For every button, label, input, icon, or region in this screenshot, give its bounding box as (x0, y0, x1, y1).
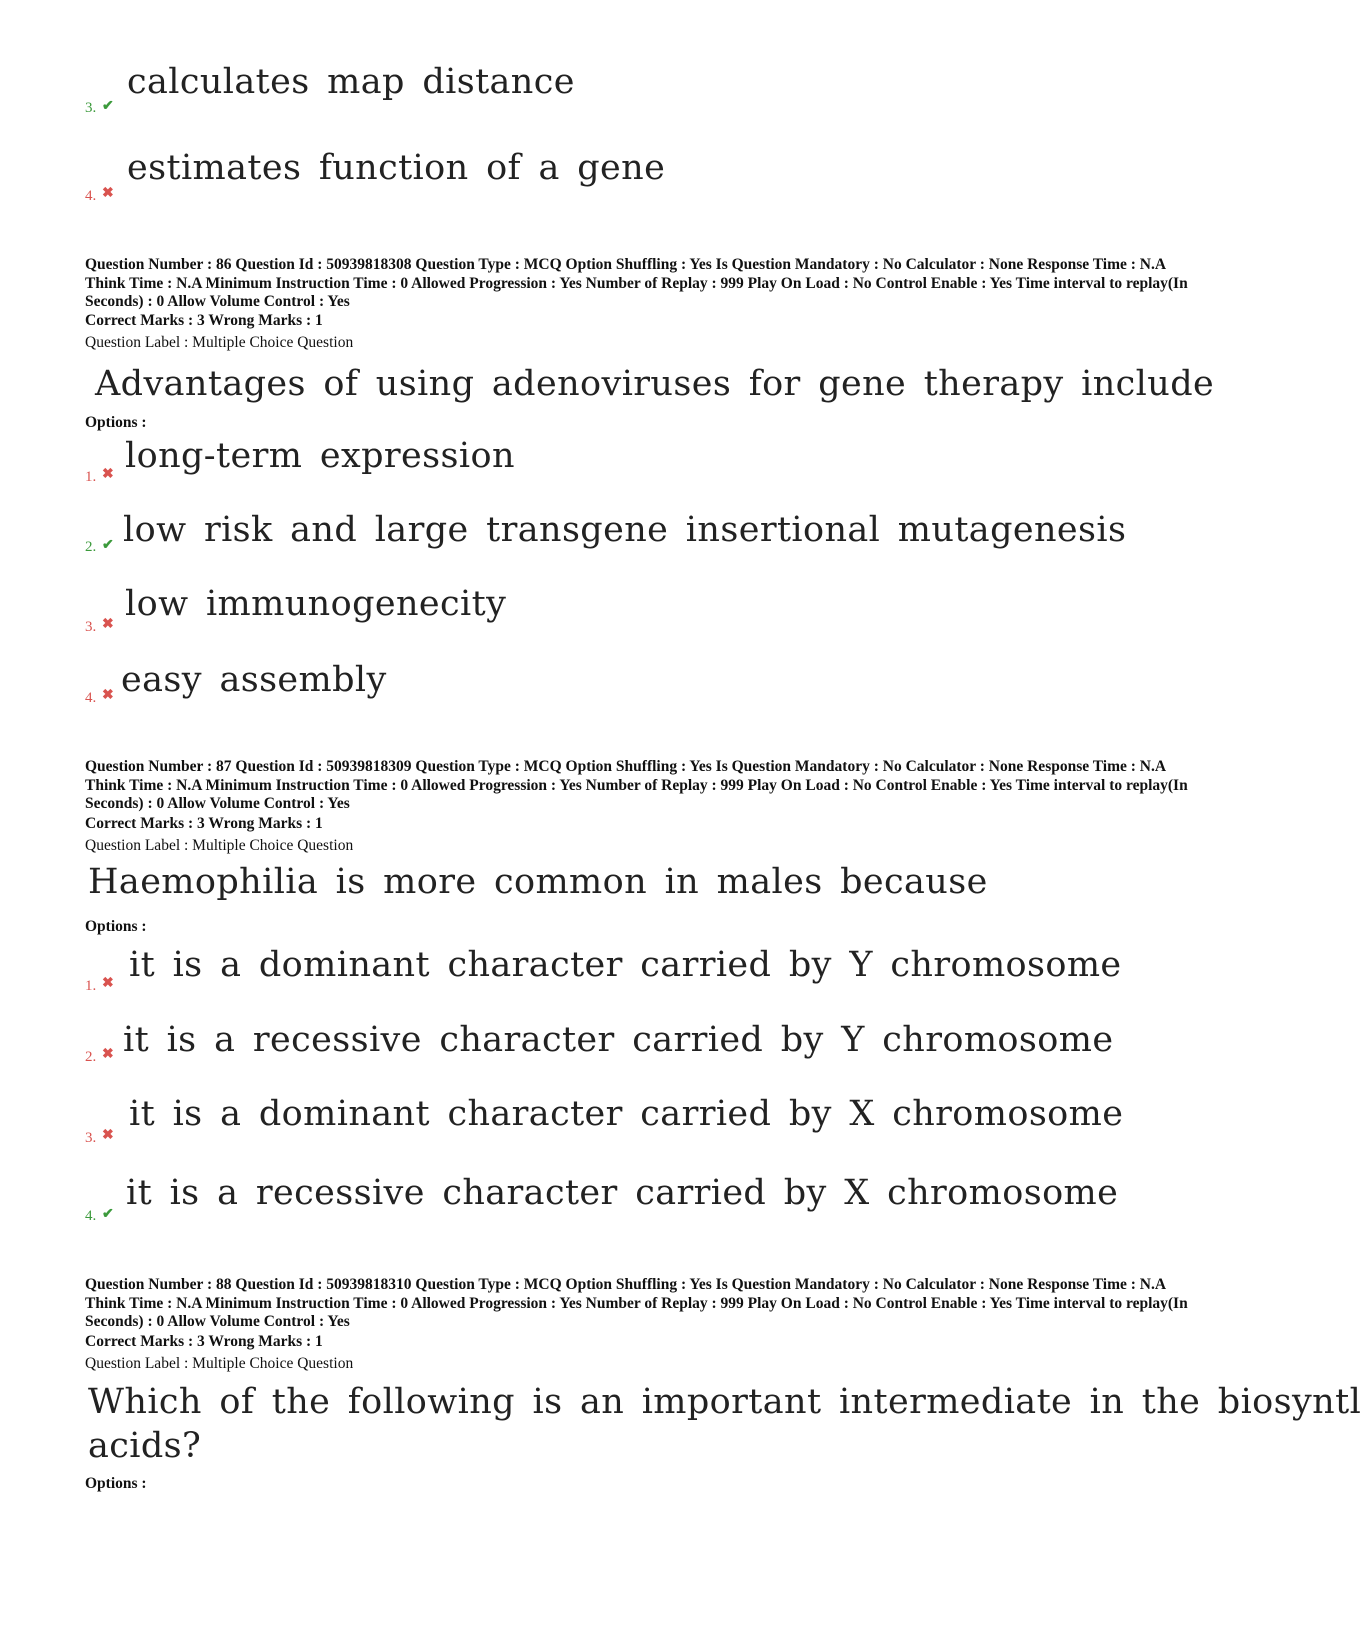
option-row (85, 1173, 1185, 1243)
wrong-cross-icon: ✖ (102, 1047, 114, 1062)
option-number: 2. (85, 1049, 97, 1065)
option-number: 1. (85, 978, 97, 994)
option-row (85, 660, 1185, 730)
question-meta: Question Number : 88 Question Id : 50939818310 Question Type : MCQ Option Shuffling : Yes Is Question Mandatory : No Calculator : None Response Time : N.A Think Time : N.A Minimum Instruction Time : 0 Allowed Progression : Yes Number of Replay : 999 Play On Load : No Control Enable : Yes Time interval to replay(In Seconds) : 0 Allow Volume Control : Yes (85, 1276, 1188, 1330)
wrong-cross-icon: ✖ (102, 617, 114, 632)
wrong-cross-icon: ✖ (102, 467, 114, 482)
option-number: 4. (85, 188, 97, 204)
option-number: 3. (85, 619, 97, 635)
question-stem: Haemophilia is more common in males because (88, 862, 988, 902)
question-label: Question Label : Multiple Choice Question (85, 334, 354, 351)
question-stem: Advantages of using adenoviruses for gene therapy include (95, 364, 1215, 404)
option-row (85, 510, 1185, 580)
option-row (85, 1020, 1185, 1090)
options-heading: Options : (85, 918, 147, 935)
option-row (85, 945, 1185, 1015)
option-text: it is a recessive character carried by X chromosome (126, 1173, 1119, 1213)
option-row (85, 148, 1185, 218)
wrong-cross-icon: ✖ (102, 186, 114, 201)
option-number: 3. (85, 100, 97, 116)
option-text: estimates function of a gene (127, 148, 666, 188)
question-label: Question Label : Multiple Choice Question (85, 837, 354, 854)
option-number: 1. (85, 469, 97, 485)
question-stem (88, 1380, 1361, 1468)
option-row (85, 1094, 1185, 1164)
option-text: long-term expression (125, 436, 515, 476)
correct-check-icon: ✔ (102, 538, 114, 553)
wrong-cross-icon: ✖ (102, 976, 114, 991)
question-marks: Correct Marks : 3 Wrong Marks : 1 (85, 1333, 323, 1350)
option-text: low immunogenecity (125, 584, 507, 624)
option-row (85, 436, 1185, 506)
options-heading: Options : (85, 1475, 147, 1492)
option-number: 4. (85, 690, 97, 706)
options-heading: Options : (85, 414, 147, 431)
option-number: 3. (85, 1130, 97, 1146)
option-row (85, 584, 1185, 654)
wrong-cross-icon: ✖ (102, 688, 114, 703)
option-text: it is a dominant character carried by Y chromosome (129, 945, 1122, 985)
option-text: low risk and large transgene insertional mutagenesis (123, 510, 1127, 550)
question-meta: Question Number : 87 Question Id : 50939818309 Question Type : MCQ Option Shuffling : Yes Is Question Mandatory : No Calculator : None Response Time : N.A Think Time : N.A Minimum Instruction Time : 0 Allowed Progression : Yes Number of Replay : 999 Play On Load : No Control Enable : Yes Time interval to replay(In Seconds) : 0 Allow Volume Control : Yes (85, 758, 1188, 812)
question-stem-line: acids? (88, 1426, 202, 1466)
wrong-cross-icon: ✖ (102, 1128, 114, 1143)
correct-check-icon: ✔ (102, 99, 114, 114)
option-number: 4. (85, 1208, 97, 1224)
question-marks: Correct Marks : 3 Wrong Marks : 1 (85, 312, 323, 329)
question-stem-line: Which of the following is an important intermediate in the biosyntl (88, 1382, 1361, 1422)
correct-check-icon: ✔ (102, 1207, 114, 1222)
question-label: Question Label : Multiple Choice Question (85, 1355, 354, 1372)
option-text: easy assembly (121, 660, 387, 700)
question-marks: Correct Marks : 3 Wrong Marks : 1 (85, 815, 323, 832)
option-row (85, 62, 1185, 132)
question-meta: Question Number : 86 Question Id : 50939818308 Question Type : MCQ Option Shuffling : Yes Is Question Mandatory : No Calculator : None Response Time : N.A Think Time : N.A Minimum Instruction Time : 0 Allowed Progression : Yes Number of Replay : 999 Play On Load : No Control Enable : Yes Time interval to replay(In Seconds) : 0 Allow Volume Control : Yes (85, 256, 1188, 310)
option-number: 2. (85, 539, 97, 555)
option-text: it is a dominant character carried by X chromosome (129, 1094, 1124, 1134)
option-text: it is a recessive character carried by Y chromosome (123, 1020, 1114, 1060)
option-text: calculates map distance (127, 62, 575, 102)
